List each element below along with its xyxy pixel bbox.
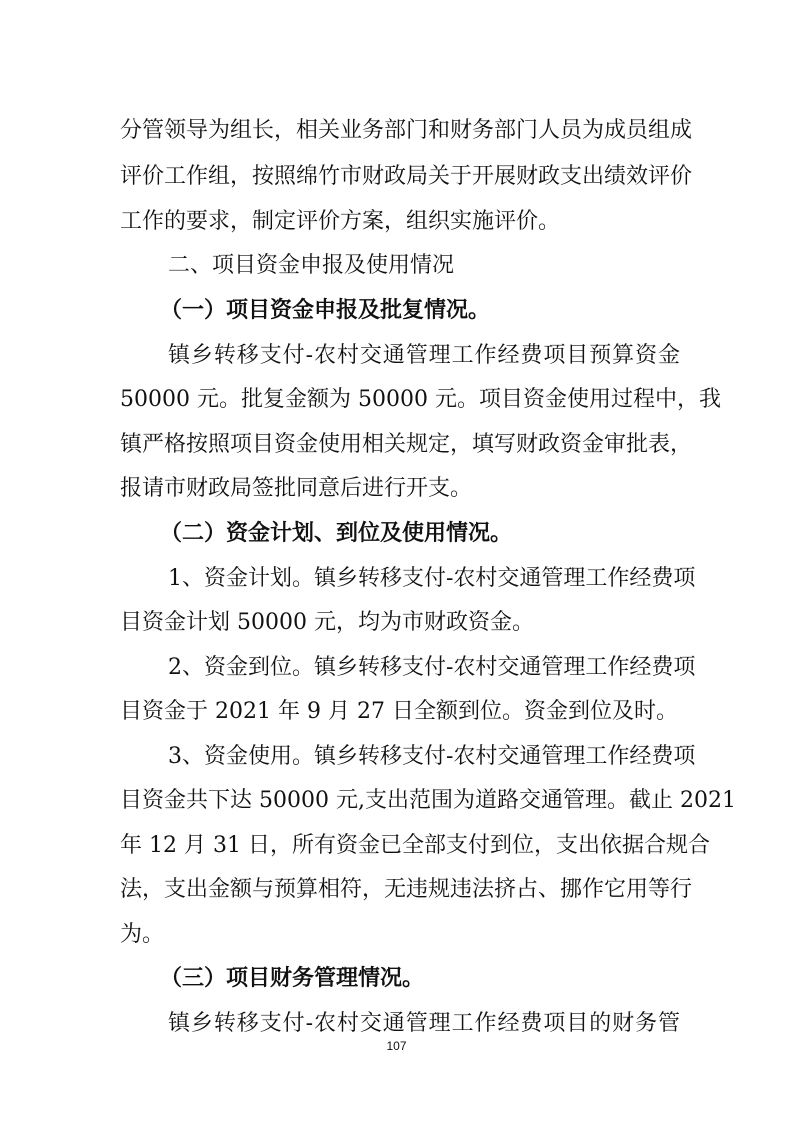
paragraph-line: 年 12 月 31 日，所有资金已全部支付到位，支出依据合规合 (120, 833, 710, 858)
paragraph-line: 法，支出金额与预算相符，无违规违法挤占、挪作它用等行 (120, 877, 693, 902)
page-number: 107 (386, 1039, 407, 1053)
section-heading: 二、项目资金申报及使用情况 (168, 253, 455, 278)
subsection-heading: （一）项目资金申报及批复情况。 (160, 298, 491, 323)
subsection-heading: （二）资金计划、到位及使用情况。 (160, 521, 513, 546)
paragraph-line: 镇乡转移支付-农村交通管理工作经费项目的财务管 (168, 1011, 680, 1036)
paragraph-line: 1、资金计划。镇乡转移支付-农村交通管理工作经费项 (168, 566, 696, 591)
paragraph-line: 50000 元。批复金额为 50000 元。项目资金使用过程中，我 (120, 387, 721, 412)
subsection-heading: （三）项目财务管理情况。 (160, 966, 425, 991)
paragraph-line: 3、资金使用。镇乡转移支付-农村交通管理工作经费项 (168, 744, 696, 769)
paragraph-line: 目资金于 2021 年 9 月 27 日全额到位。资金到位及时。 (120, 699, 678, 724)
paragraph-line: 报请市财政局签批同意后进行开支。 (120, 476, 473, 501)
paragraph-line: 目资金计划 50000 元，均为市财政资金。 (120, 610, 534, 635)
paragraph-line: 镇乡转移支付-农村交通管理工作经费项目预算资金 (168, 343, 680, 368)
paragraph-line: 评价工作组，按照绵竹市财政局关于开展财政支出绩效评价 (120, 164, 693, 189)
paragraph-line: 为。 (120, 922, 165, 947)
paragraph-line: 工作的要求，制定评价方案，组织实施评价。 (120, 209, 561, 234)
paragraph-line: 目资金共下达 50000 元,支出范围为道路交通管理。截止 2021 (120, 788, 736, 813)
paragraph-line: 2、资金到位。镇乡转移支付-农村交通管理工作经费项 (168, 655, 696, 680)
paragraph-line: 镇严格按照项目资金使用相关规定，填写财政资金审批表， (120, 432, 693, 457)
paragraph-line: 分管领导为组长，相关业务部门和财务部门人员为成员组成 (120, 118, 693, 143)
